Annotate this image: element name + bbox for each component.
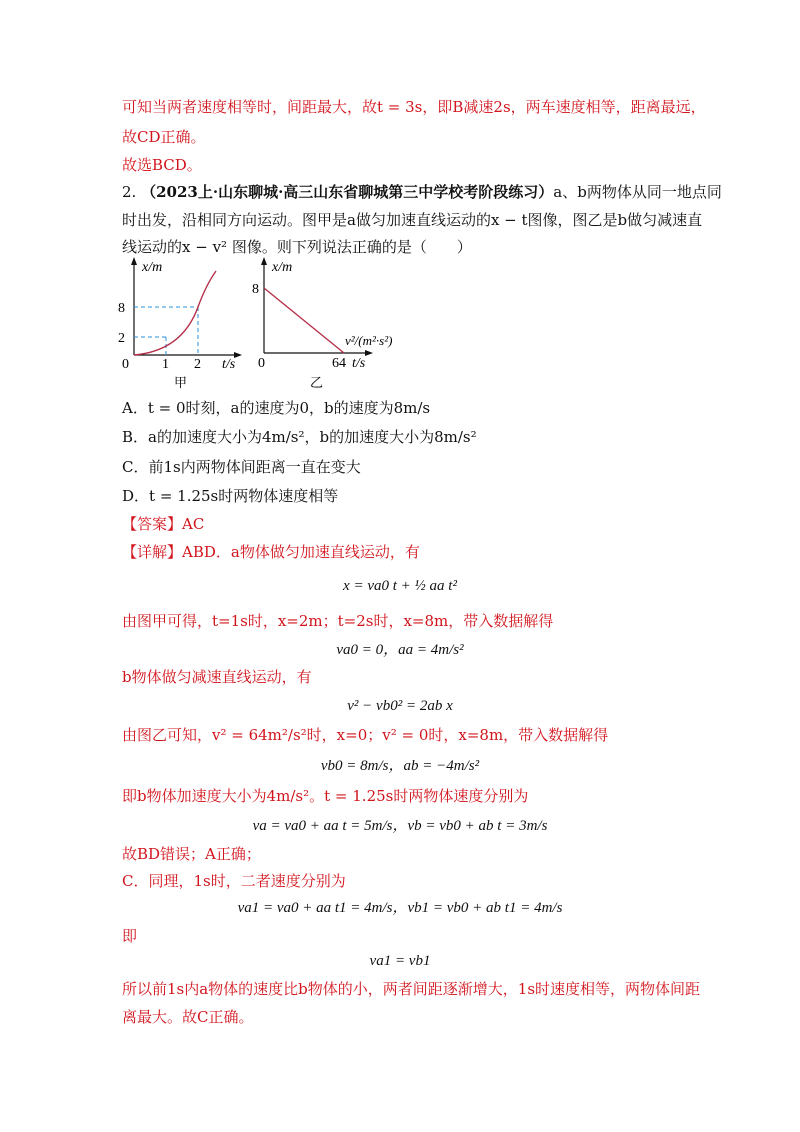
graph-b-x-label: t/s <box>352 356 366 371</box>
equation-2: va0 = 0，aa = 4m/s² <box>336 642 464 658</box>
question-text-1: a、b两物体从同一地点同 <box>553 183 722 201</box>
equation-5: va = va0 + aa t = 5m/s，vb = vb0 + ab t = 3m/s <box>252 818 548 834</box>
option-a: A．t = 0时刻，a的速度为0，b的速度为8m/s <box>122 399 431 417</box>
graph-a-tick-8: 8 <box>118 301 125 316</box>
graph-a <box>112 255 247 395</box>
graph-b-x-label-units: v²/(m²·s²) <box>345 333 393 348</box>
equation-4: vb0 = 8m/s，ab = −4m/s² <box>320 758 480 774</box>
answer-line: 【答案】AC <box>122 515 205 533</box>
graph-a-caption: 甲 <box>174 375 188 390</box>
option-b: B．a的加速度大小为4m/s²，b的加速度大小为8m/s² <box>122 428 477 446</box>
question-source: （2023上·山东聊城·高三山东省聊城第三中学校考阶段练习） <box>141 183 554 201</box>
detail-text-2: b物体做匀减速直线运动，有 <box>122 668 312 686</box>
graph-a-tick-t2: 2 <box>194 357 201 372</box>
graph-b-y-label: x/m <box>272 260 293 275</box>
solution-line-1: 可知当两者速度相等时，间距最大，故t = 3s，即B减速2s，两车速度相等，距离最远， <box>122 98 706 116</box>
option-d: D．t = 1.25s时两物体速度相等 <box>122 487 339 505</box>
graph-a-tick-1: 1 <box>162 357 169 372</box>
question-text-2: 时出发，沿相同方向运动。图甲是a做匀加速直线运动的x − t图像，图乙是b做匀减速直 <box>122 211 703 229</box>
equation-7: va1 = vb1 <box>369 953 431 969</box>
graph-a-y-arrow-icon <box>131 257 137 265</box>
equation-1: x = va0 t + ½ aa t² <box>343 578 457 594</box>
detail-text-7: 即 <box>122 927 138 945</box>
detail-text-6: C．同理，1s时，二者速度分别为 <box>122 872 346 890</box>
option-c: C．前1s内两物体间距离一直在变大 <box>122 458 361 476</box>
question-number: 2. <box>122 183 137 201</box>
detail-text-8: 所以前1s内a物体的速度比b物体的小，两者间距逐渐增大，1s时速度相等，两物体间距 <box>122 980 701 998</box>
graph-b-caption: 乙 <box>310 375 324 390</box>
graph-a-y-label: x/m <box>142 260 163 275</box>
graph-b-x-arrow-icon <box>365 350 373 356</box>
graph-a-x-label: t/s <box>222 357 236 372</box>
detail-text-4: 即b物体加速度大小为4m/s²。t = 1.25s时两物体速度分别为 <box>122 787 529 805</box>
graph-a-curve <box>134 271 216 355</box>
graph-b-tick-64: 64 <box>332 356 346 371</box>
question-text-3: 线运动的x − v² 图像。则下列说法正确的是（ ） <box>122 238 472 256</box>
graph-b-line <box>264 288 344 353</box>
solution-line-2: 故CD正确。 <box>122 128 206 146</box>
graph-a-tick-2: 2 <box>118 331 125 346</box>
detail-text-1: 由图甲可得，t=1s时，x=2m；t=2s时，x=8m，带入数据解得 <box>122 612 554 630</box>
question-header <box>122 181 722 203</box>
detail-line: 【详解】ABD．a物体做匀加速直线运动，有 <box>122 543 420 561</box>
detail-text-3: 由图乙可知，v² = 64m²/s²时，x=0；v² = 0时，x=8m，带入数据解得 <box>122 726 609 744</box>
graph-b-y-arrow-icon <box>261 257 267 265</box>
equation-6: va1 = va0 + aa t1 = 4m/s，vb1 = vb0 + ab t1 = 4m/s <box>237 900 563 916</box>
graph-b <box>248 255 423 395</box>
graph-a-tick-0: 0 <box>122 357 129 372</box>
detail-text-5: 故BD错误；A正确； <box>122 845 261 863</box>
detail-text-9: 离最大。故C正确。 <box>122 1008 254 1026</box>
graph-b-tick-8: 8 <box>252 282 259 297</box>
equation-3: v² − vb0² = 2ab x <box>347 698 453 714</box>
solution-conclusion: 故选BCD。 <box>122 156 202 174</box>
graph-b-tick-0: 0 <box>258 356 265 371</box>
